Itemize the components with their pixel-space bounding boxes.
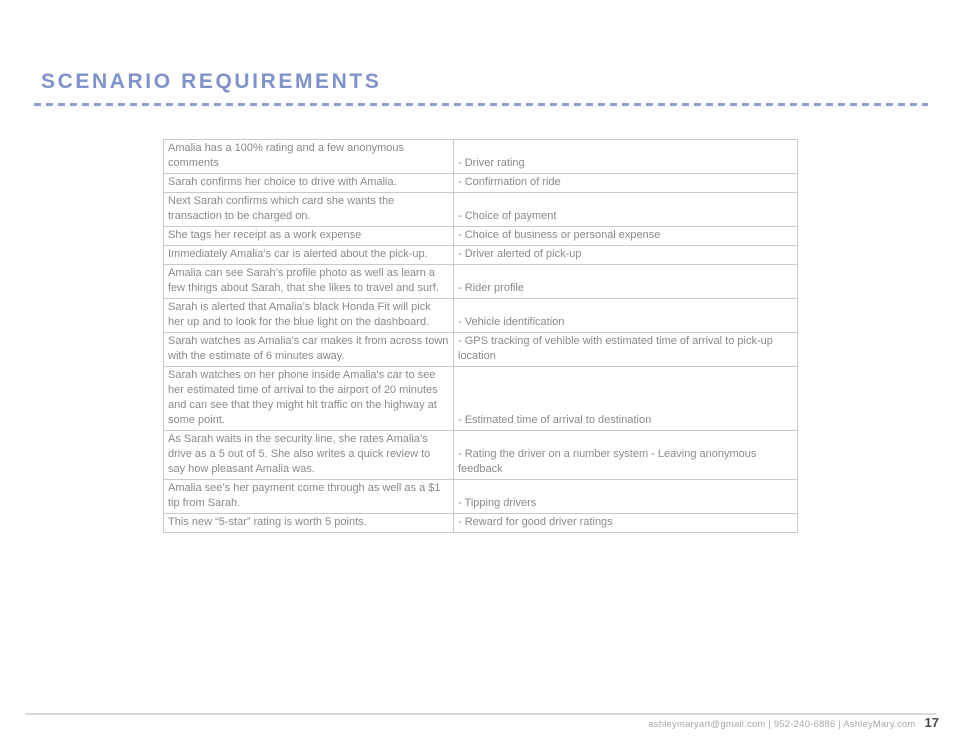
table-row xyxy=(164,299,798,333)
table-row xyxy=(164,174,798,193)
scenario-cell: This new “5-star” rating is worth 5 points. xyxy=(164,514,454,533)
requirement-cell: - Choice of business or personal expense xyxy=(454,227,798,246)
scenario-cell: Amalia can see Sarah’s profile photo as well as learn a few things about Sarah, that she likes to travel and surf. xyxy=(164,265,454,299)
requirement-cell: - Driver rating xyxy=(454,140,798,174)
page-title: SCENARIO REQUIREMENTS xyxy=(41,70,382,93)
page-number: 17 xyxy=(924,715,939,730)
scenario-requirements-table xyxy=(163,139,798,533)
table-row xyxy=(164,367,798,431)
table-row xyxy=(164,193,798,227)
scenario-cell: Amalia has a 100% rating and a few anonymous comments xyxy=(164,140,454,174)
scenario-cell: Sarah watches on her phone inside Amalia's car to see her estimated time of arrival to the airport of 20 minutes and can see that they might hit traffic on the highway at some point. xyxy=(164,367,454,431)
requirement-cell: - Confirmation of ride xyxy=(454,174,798,193)
page-footer xyxy=(648,715,939,730)
scenario-cell: Sarah watches as Amalia’s car makes it from across town with the estimate of 6 minutes away. xyxy=(164,333,454,367)
table-row xyxy=(164,227,798,246)
table-row xyxy=(164,140,798,174)
requirement-cell: - Rider profile xyxy=(454,265,798,299)
table-row xyxy=(164,514,798,533)
table-row xyxy=(164,246,798,265)
dashed-divider xyxy=(34,103,928,106)
requirement-cell: - Rating the driver on a number system - Leaving anonymous feedback xyxy=(454,431,798,480)
requirement-cell: - Choice of payment xyxy=(454,193,798,227)
footer-contact: ashleymaryart@gmail.com | 952-240-6886 | AshleyMary.com xyxy=(648,719,916,730)
requirement-cell: - GPS tracking of vehible with estimated time of arrival to pick-up location xyxy=(454,333,798,367)
scenario-cell: Amalia see’s her payment come through as well as a $1 tip from Sarah. xyxy=(164,480,454,514)
requirement-cell: - Estimated time of arrival to destination xyxy=(454,367,798,431)
table-row xyxy=(164,480,798,514)
table-row xyxy=(164,431,798,480)
table-body xyxy=(164,140,798,533)
scenario-cell: She tags her receipt as a work expense xyxy=(164,227,454,246)
scenario-cell: As Sarah waits in the security line, she rates Amalia’s drive as a 5 out of 5. She also writes a quick review to say how pleasant Amalia was. xyxy=(164,431,454,480)
table-row xyxy=(164,333,798,367)
table-row xyxy=(164,265,798,299)
scenario-cell: Immediately Amalia’s car is alerted about the pick-up. xyxy=(164,246,454,265)
requirement-cell: - Reward for good driver ratings xyxy=(454,514,798,533)
scenario-cell: Next Sarah confirms which card she wants the transaction to be charged on. xyxy=(164,193,454,227)
scenario-cell: Sarah is alerted that Amalia’s black Honda Fit will pick her up and to look for the blue light on the dashboard. xyxy=(164,299,454,333)
scenario-cell: Sarah confirms her choice to drive with Amalia. xyxy=(164,174,454,193)
requirement-cell: - Vehicle identification xyxy=(454,299,798,333)
requirement-cell: - Tipping drivers xyxy=(454,480,798,514)
requirement-cell: - Driver alerted of pick-up xyxy=(454,246,798,265)
